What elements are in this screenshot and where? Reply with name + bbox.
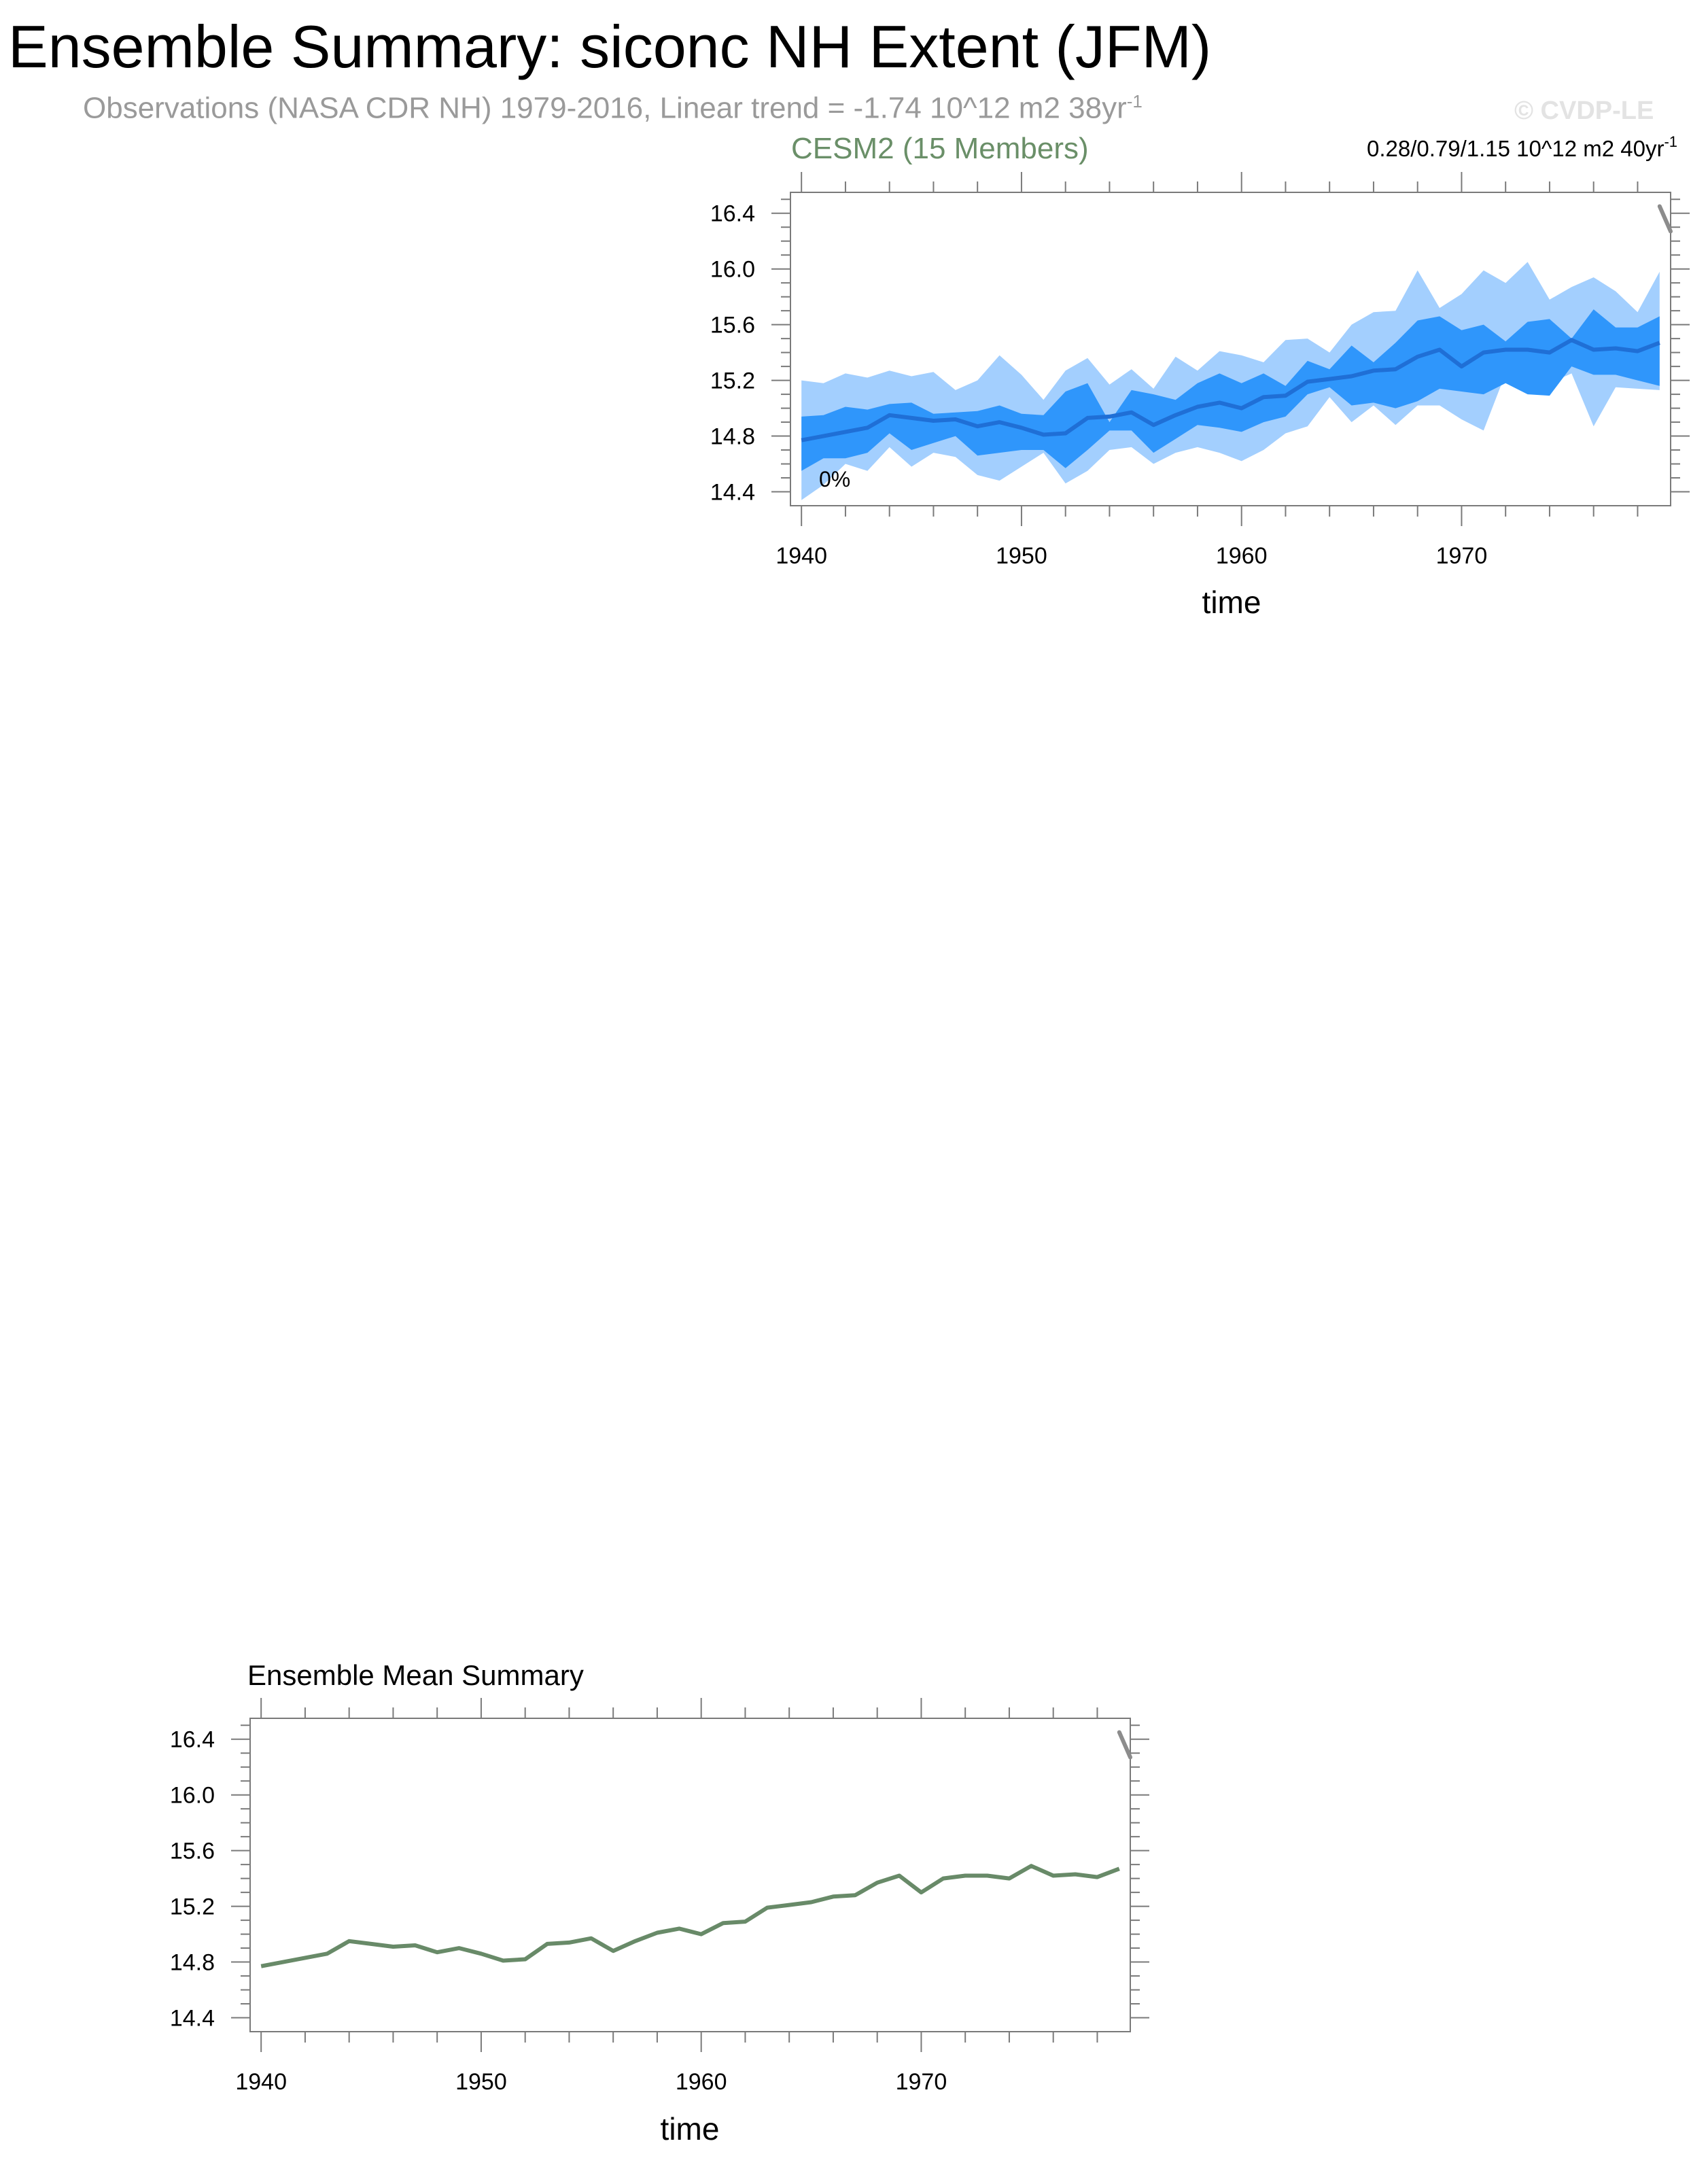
x-tick-label: 1970 — [1435, 543, 1488, 569]
x-tick-label: 1960 — [675, 2069, 727, 2095]
trend-range-annotation — [1367, 133, 1677, 161]
y-tick-label: 14.4 — [710, 479, 755, 506]
y-tick-label: 14.4 — [169, 2005, 215, 2032]
plot-area — [710, 172, 1690, 569]
x-axis-title: time — [1202, 585, 1261, 620]
ensemble-spread-panel — [710, 132, 1690, 620]
main-title: Ensemble Summary: siconc NH Extent (JFM) — [8, 13, 1212, 80]
x-tick-label: 1940 — [775, 543, 828, 569]
x-tick-label: 1960 — [1215, 543, 1268, 569]
y-tick-label: 15.6 — [169, 1838, 215, 1864]
x-axis-title: time — [660, 2111, 720, 2147]
y-tick-label: 16.4 — [169, 1726, 215, 1753]
y-tick-label: 15.2 — [169, 1894, 215, 1920]
observations-subtitle-superscript: -1 — [1126, 91, 1143, 111]
x-tick-label: 1970 — [895, 2069, 947, 2095]
plot-frame — [250, 1718, 1130, 2032]
percent-annotation: 0% — [819, 467, 851, 491]
observed-trend-marker — [1119, 1732, 1130, 1757]
plot-area — [170, 1698, 1149, 2095]
y-tick-label: 16.0 — [169, 1782, 215, 1809]
y-tick-label: 16.4 — [710, 201, 755, 227]
watermark: © CVDP-LE — [1514, 97, 1654, 125]
trend-range-text: 0.28/0.79/1.15 10^12 m2 40yr — [1366, 136, 1665, 161]
panel-title: Ensemble Mean Summary — [247, 1659, 584, 1691]
trend-range-superscript: -1 — [1664, 133, 1677, 150]
y-tick-label: 15.6 — [710, 312, 755, 338]
y-tick-label: 16.0 — [710, 256, 755, 283]
series-line-ensemble-mean — [261, 1866, 1119, 1966]
y-tick-label: 15.2 — [710, 368, 755, 394]
y-tick-label: 14.8 — [169, 1949, 215, 1976]
x-tick-label: 1950 — [996, 543, 1047, 569]
x-tick-label: 1940 — [235, 2069, 287, 2095]
panel-title: CESM2 (15 Members) — [791, 132, 1089, 165]
observations-subtitle-text: Observations (NASA CDR NH) 1979-2016, Linear trend = -1.74 10^12 m2 38yr — [83, 91, 1127, 125]
ensemble-mean-panel — [170, 1659, 1149, 2147]
x-tick-label: 1950 — [455, 2069, 507, 2095]
y-tick-label: 14.8 — [710, 423, 755, 450]
observed-trend-marker — [1660, 206, 1671, 231]
